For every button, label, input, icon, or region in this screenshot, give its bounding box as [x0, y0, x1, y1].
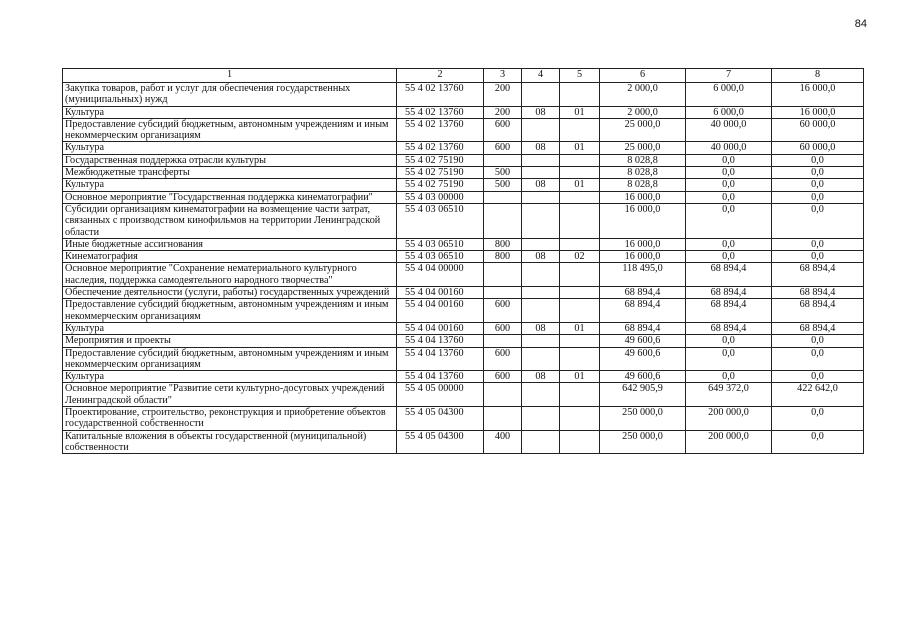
subsection — [560, 287, 600, 299]
expense-type: 200 — [484, 83, 522, 107]
expense-type — [484, 154, 522, 166]
subsection — [560, 154, 600, 166]
subsection — [560, 263, 600, 287]
subsection — [560, 383, 600, 407]
amount-col-6: 2 000,0 — [600, 106, 686, 118]
row-name: Культура — [63, 371, 397, 383]
amount-col-7: 200 000,0 — [686, 407, 772, 431]
table-row — [63, 238, 864, 250]
subsection: 02 — [560, 251, 600, 263]
target-code: 55 4 04 00160 — [397, 299, 484, 323]
header-cell: 3 — [484, 69, 522, 83]
target-code: 55 4 05 04300 — [397, 407, 484, 431]
target-code: 55 4 02 13760 — [397, 118, 484, 142]
target-code: 55 4 03 06510 — [397, 203, 484, 238]
expense-type: 600 — [484, 347, 522, 371]
expense-type: 600 — [484, 299, 522, 323]
subsection — [560, 83, 600, 107]
row-name: Основное мероприятие "Государственная поддержка кинематографии" — [63, 191, 397, 203]
expense-type: 600 — [484, 118, 522, 142]
target-code: 55 4 04 00160 — [397, 287, 484, 299]
header-cell: 8 — [772, 69, 864, 83]
amount-col-8: 0,0 — [772, 154, 864, 166]
amount-col-8: 68 894,4 — [772, 287, 864, 299]
expense-type: 500 — [484, 167, 522, 179]
target-code: 55 4 02 13760 — [397, 142, 484, 154]
section: 08 — [522, 371, 560, 383]
header-cell: 1 — [63, 69, 397, 83]
section — [522, 191, 560, 203]
amount-col-6: 68 894,4 — [600, 322, 686, 334]
section — [522, 347, 560, 371]
table-row — [63, 167, 864, 179]
amount-col-6: 25 000,0 — [600, 118, 686, 142]
table-row — [63, 191, 864, 203]
row-name: Основное мероприятие "Сохранение нематериального культурного наследия, поддержка самодеятельного народного творчества" — [63, 263, 397, 287]
amount-col-6: 16 000,0 — [600, 238, 686, 250]
row-name: Культура — [63, 142, 397, 154]
target-code: 55 4 04 13760 — [397, 335, 484, 347]
expense-type: 600 — [484, 142, 522, 154]
target-code: 55 4 05 04300 — [397, 430, 484, 454]
target-code: 55 4 04 13760 — [397, 371, 484, 383]
amount-col-7: 68 894,4 — [686, 287, 772, 299]
target-code: 55 4 03 06510 — [397, 238, 484, 250]
amount-col-8: 68 894,4 — [772, 299, 864, 323]
amount-col-7: 6 000,0 — [686, 106, 772, 118]
amount-col-7: 40 000,0 — [686, 118, 772, 142]
target-code: 55 4 04 13760 — [397, 347, 484, 371]
section — [522, 407, 560, 431]
row-name: Культура — [63, 322, 397, 334]
table-row — [63, 263, 864, 287]
subsection: 01 — [560, 371, 600, 383]
subsection — [560, 191, 600, 203]
section — [522, 299, 560, 323]
amount-col-7: 68 894,4 — [686, 322, 772, 334]
amount-col-8: 60 000,0 — [772, 142, 864, 154]
row-name: Государственная поддержка отрасли культуры — [63, 154, 397, 166]
amount-col-6: 8 028,8 — [600, 154, 686, 166]
row-name: Иные бюджетные ассигнования — [63, 238, 397, 250]
amount-col-7: 0,0 — [686, 238, 772, 250]
amount-col-6: 8 028,8 — [600, 179, 686, 191]
amount-col-7: 200 000,0 — [686, 430, 772, 454]
subsection — [560, 430, 600, 454]
row-name: Предоставление субсидий бюджетным, автономным учреждениям и иным некоммерческим организациям — [63, 347, 397, 371]
header-row — [63, 69, 864, 83]
row-name: Мероприятия и проекты — [63, 335, 397, 347]
table-row — [63, 335, 864, 347]
row-name: Культура — [63, 106, 397, 118]
amount-col-7: 0,0 — [686, 179, 772, 191]
section — [522, 238, 560, 250]
table-row — [63, 83, 864, 107]
table-row — [63, 322, 864, 334]
expense-type: 800 — [484, 238, 522, 250]
section — [522, 167, 560, 179]
expense-type: 400 — [484, 430, 522, 454]
target-code: 55 4 02 75190 — [397, 179, 484, 191]
amount-col-6: 118 495,0 — [600, 263, 686, 287]
section: 08 — [522, 322, 560, 334]
row-name: Основное мероприятие "Развитие сети культурно-досуговых учреждений Ленинградской области" — [63, 383, 397, 407]
amount-col-6: 8 028,8 — [600, 167, 686, 179]
amount-col-6: 16 000,0 — [600, 203, 686, 238]
amount-col-6: 49 600,6 — [600, 371, 686, 383]
amount-col-8: 0,0 — [772, 167, 864, 179]
subsection: 01 — [560, 106, 600, 118]
amount-col-6: 250 000,0 — [600, 407, 686, 431]
target-code: 55 4 02 75190 — [397, 154, 484, 166]
header-cell: 2 — [397, 69, 484, 83]
amount-col-8: 0,0 — [772, 430, 864, 454]
amount-col-8: 68 894,4 — [772, 322, 864, 334]
subsection — [560, 407, 600, 431]
amount-col-8: 60 000,0 — [772, 118, 864, 142]
expense-type: 500 — [484, 179, 522, 191]
expense-type — [484, 203, 522, 238]
amount-col-8: 0,0 — [772, 251, 864, 263]
amount-col-6: 25 000,0 — [600, 142, 686, 154]
section — [522, 83, 560, 107]
row-name: Кинематография — [63, 251, 397, 263]
expense-type — [484, 335, 522, 347]
target-code: 55 4 02 13760 — [397, 83, 484, 107]
amount-col-8: 16 000,0 — [772, 83, 864, 107]
amount-col-8: 0,0 — [772, 371, 864, 383]
amount-col-7: 0,0 — [686, 191, 772, 203]
section — [522, 430, 560, 454]
subsection: 01 — [560, 179, 600, 191]
header-cell: 7 — [686, 69, 772, 83]
target-code: 55 4 02 13760 — [397, 106, 484, 118]
row-name: Межбюджетные трансферты — [63, 167, 397, 179]
subsection — [560, 335, 600, 347]
amount-col-6: 16 000,0 — [600, 191, 686, 203]
target-code: 55 4 05 00000 — [397, 383, 484, 407]
header-cell: 5 — [560, 69, 600, 83]
amount-col-8: 0,0 — [772, 347, 864, 371]
amount-col-6: 49 600,6 — [600, 335, 686, 347]
table-row — [63, 371, 864, 383]
table-row — [63, 142, 864, 154]
amount-col-7: 0,0 — [686, 335, 772, 347]
amount-col-7: 649 372,0 — [686, 383, 772, 407]
section — [522, 263, 560, 287]
subsection: 01 — [560, 322, 600, 334]
expense-type: 800 — [484, 251, 522, 263]
section — [522, 335, 560, 347]
header-cell: 6 — [600, 69, 686, 83]
expense-type: 600 — [484, 371, 522, 383]
table-row — [63, 347, 864, 371]
subsection — [560, 347, 600, 371]
subsection — [560, 238, 600, 250]
amount-col-8: 0,0 — [772, 179, 864, 191]
amount-col-7: 68 894,4 — [686, 299, 772, 323]
target-code: 55 4 02 75190 — [397, 167, 484, 179]
amount-col-7: 0,0 — [686, 167, 772, 179]
amount-col-6: 68 894,4 — [600, 299, 686, 323]
section: 08 — [522, 179, 560, 191]
amount-col-8: 0,0 — [772, 407, 864, 431]
section: 08 — [522, 106, 560, 118]
amount-col-7: 68 894,4 — [686, 263, 772, 287]
row-name: Обеспечение деятельности (услуги, работы) государственных учреждений — [63, 287, 397, 299]
expense-type — [484, 263, 522, 287]
expense-type — [484, 287, 522, 299]
amount-col-6: 250 000,0 — [600, 430, 686, 454]
subsection — [560, 203, 600, 238]
row-name: Предоставление субсидий бюджетным, автономным учреждениям и иным некоммерческим организациям — [63, 118, 397, 142]
amount-col-6: 642 905,9 — [600, 383, 686, 407]
expense-type: 200 — [484, 106, 522, 118]
table-row — [63, 430, 864, 454]
amount-col-8: 0,0 — [772, 191, 864, 203]
amount-col-8: 0,0 — [772, 203, 864, 238]
section: 08 — [522, 251, 560, 263]
table-row — [63, 179, 864, 191]
amount-col-8: 16 000,0 — [772, 106, 864, 118]
section — [522, 287, 560, 299]
row-name: Культура — [63, 179, 397, 191]
target-code: 55 4 03 00000 — [397, 191, 484, 203]
section — [522, 383, 560, 407]
table-row — [63, 299, 864, 323]
table-row — [63, 154, 864, 166]
header-cell: 4 — [522, 69, 560, 83]
table-row — [63, 203, 864, 238]
table-row — [63, 287, 864, 299]
subsection: 01 — [560, 142, 600, 154]
section — [522, 154, 560, 166]
amount-col-7: 0,0 — [686, 371, 772, 383]
target-code: 55 4 04 00000 — [397, 263, 484, 287]
amount-col-8: 0,0 — [772, 238, 864, 250]
amount-col-7: 40 000,0 — [686, 142, 772, 154]
row-name: Проектирование, строительство, реконструкция и приобретение объектов государственной собственности — [63, 407, 397, 431]
amount-col-8: 68 894,4 — [772, 263, 864, 287]
amount-col-7: 6 000,0 — [686, 83, 772, 107]
amount-col-7: 0,0 — [686, 347, 772, 371]
subsection — [560, 167, 600, 179]
section — [522, 203, 560, 238]
row-name: Субсидии организациям кинематографии на возмещение части затрат, связанных с производством кинофильмов на территории Ленинградской области — [63, 203, 397, 238]
target-code: 55 4 04 00160 — [397, 322, 484, 334]
amount-col-6: 2 000,0 — [600, 83, 686, 107]
amount-col-8: 422 642,0 — [772, 383, 864, 407]
page-number: 84 — [854, 18, 867, 30]
amount-col-7: 0,0 — [686, 154, 772, 166]
table-row — [63, 407, 864, 431]
table-row — [63, 251, 864, 263]
row-name: Предоставление субсидий бюджетным, автономным учреждениям и иным некоммерческим организациям — [63, 299, 397, 323]
expense-type — [484, 407, 522, 431]
expense-type: 600 — [484, 322, 522, 334]
section: 08 — [522, 142, 560, 154]
table-row — [63, 383, 864, 407]
amount-col-6: 16 000,0 — [600, 251, 686, 263]
table-row — [63, 118, 864, 142]
section — [522, 118, 560, 142]
amount-col-8: 0,0 — [772, 335, 864, 347]
row-name: Закупка товаров, работ и услуг для обеспечения государственных (муниципальных) нужд — [63, 83, 397, 107]
amount-col-7: 0,0 — [686, 203, 772, 238]
table-body — [63, 83, 864, 454]
subsection — [560, 118, 600, 142]
amount-col-7: 0,0 — [686, 251, 772, 263]
target-code: 55 4 03 06510 — [397, 251, 484, 263]
budget-table — [62, 68, 864, 454]
amount-col-6: 68 894,4 — [600, 287, 686, 299]
expense-type — [484, 191, 522, 203]
table-row — [63, 106, 864, 118]
subsection — [560, 299, 600, 323]
row-name: Капитальные вложения в объекты государственной (муниципальной) собственности — [63, 430, 397, 454]
expense-type — [484, 383, 522, 407]
amount-col-6: 49 600,6 — [600, 347, 686, 371]
